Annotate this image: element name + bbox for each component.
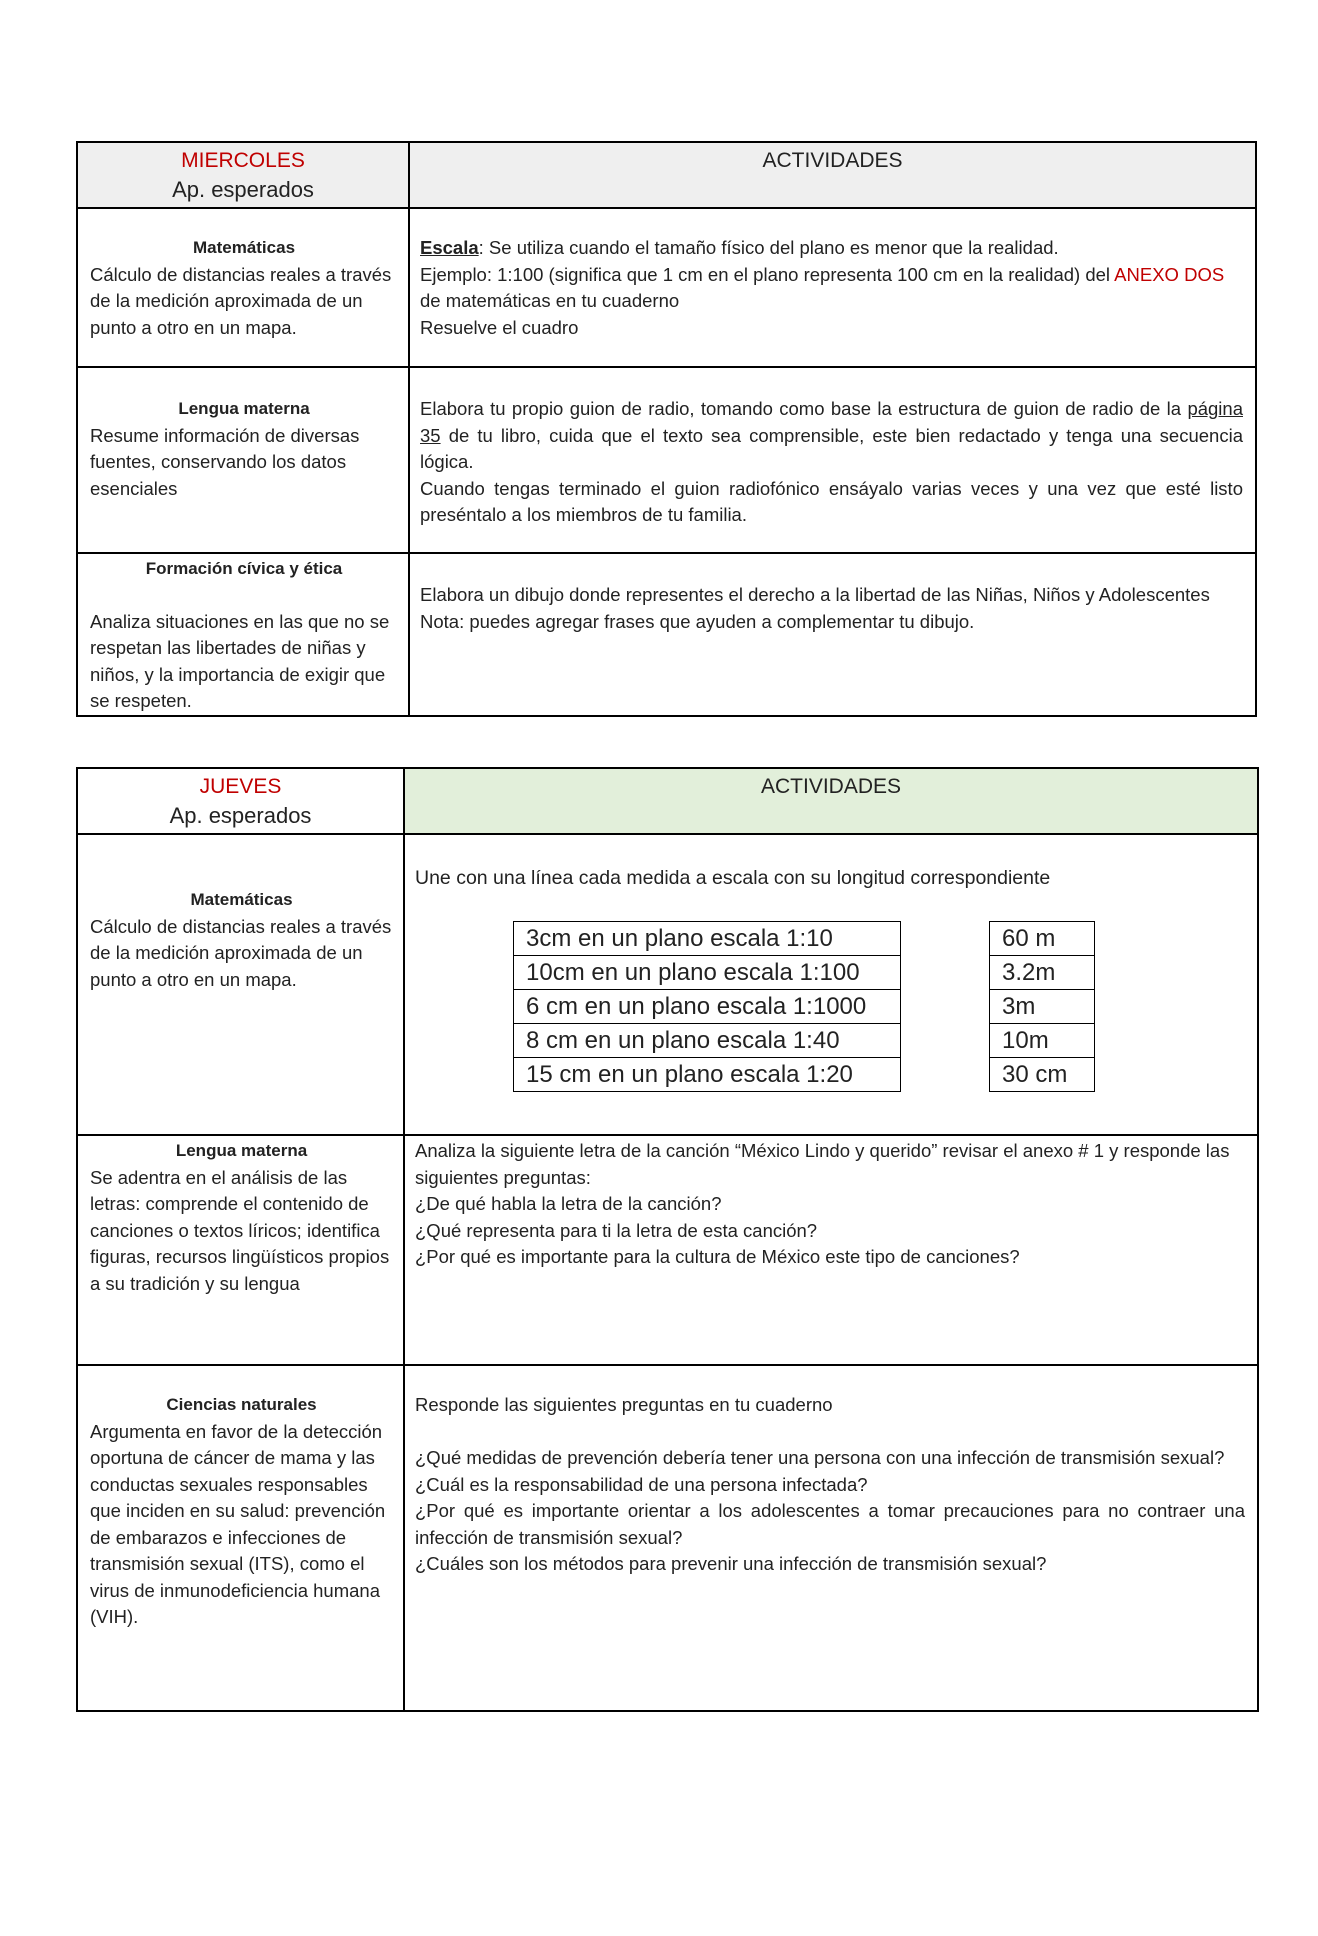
thursday-ciencias-subject: Ciencias naturales [166, 1395, 317, 1414]
thursday-row-lengua [77, 1135, 1258, 1365]
measure-row [514, 956, 901, 990]
thursday-row-ciencias [77, 1365, 1258, 1711]
length-cell: 3.2m [990, 956, 1095, 990]
thursday-math-expected-cell [77, 834, 404, 1135]
measure-cell: 6 cm en un plano escala 1:1000 [514, 990, 901, 1024]
measure-row [514, 990, 901, 1024]
wednesday-civica-subject: Formación cívica y ética [145, 559, 343, 578]
escala-term: Escala [420, 237, 479, 258]
thursday-ciencias-expected: Argumenta en favor de la detección oportuna de cáncer de mama y las conductas sexuales responsables que inciden en su salud: prevención de embarazos e infecciones de transmisión sexual (ITS), como el virus de inmunodeficiencia humana (VIH). [90, 1420, 386, 1627]
thursday-lengua-expected-cell [77, 1135, 404, 1365]
thursday-ciencias-expected-cell [77, 1365, 404, 1711]
thursday-lengua-expected: Se adentra en el análisis de las letras: comprende el contenido de canciones o textos líricos; identifica figuras, recursos lingüísticos propios a su tradición y su lengua [90, 1166, 390, 1294]
wednesday-math-expected: Cálculo de distancias reales a través de la medición aproximada de un punto a otro en un mapa. [90, 263, 392, 338]
measure-cell: 8 cm en un plano escala 1:40 [514, 1024, 901, 1058]
measure-cell: 3cm en un plano escala 1:10 [514, 922, 901, 956]
drawing-note: Nota: puedes agregar frases que ayuden a complementar tu dibujo. [420, 610, 975, 632]
length-row [990, 990, 1095, 1024]
ciencias-question: ¿Qué medidas de prevención debería tener una persona con una infección de transmisión sexual? [415, 1447, 1225, 1468]
escala-example-end: de matemáticas en tu cuaderno [420, 290, 680, 311]
wednesday-row-math [77, 208, 1256, 367]
wednesday-lengua-subject: Lengua materna [178, 399, 310, 418]
wednesday-math-subject: Matemáticas [192, 238, 296, 257]
measure-cell: 10cm en un plano escala 1:100 [514, 956, 901, 990]
measure-row [514, 1058, 901, 1092]
wednesday-ap-label: Ap. esperados [172, 177, 314, 202]
song-intro: Analiza la siguiente letra de la canción “México Lindo y querido” revisar el anexo # 1 y responde las siguientes preguntas: [415, 1140, 1230, 1188]
ciencias-question: ¿Cuáles son los métodos para prevenir una infección de transmisión sexual? [415, 1553, 1047, 1574]
thursday-activities-header: ACTIVIDADES [404, 768, 1258, 834]
lengths-table [989, 921, 1095, 1092]
length-cell: 10m [990, 1024, 1095, 1058]
measures-table [513, 921, 901, 1092]
radio-script-text-end: de tu libro, cuida que el texto sea comprensible, este bien redactado y tenga una secuencia lógica. [420, 424, 1243, 472]
wednesday-header-row [77, 142, 1256, 208]
thursday-table [76, 767, 1259, 1712]
measure-cell: 15 cm en un plano escala 1:20 [514, 1058, 901, 1092]
ciencias-question: ¿Por qué es importante orientar a los adolescentes a tomar precauciones para no contraer una infección de transmisión sexual? [415, 1500, 1245, 1548]
wednesday-activities-header: ACTIVIDADES [409, 142, 1256, 208]
wednesday-row-lengua [77, 367, 1256, 553]
escala-definition: : Se utiliza cuando el tamaño físico del plano es menor que la realidad. [478, 237, 1059, 258]
thursday-math-expected: Cálculo de distancias reales a través de la medición aproximada de un punto a otro en un mapa. [90, 915, 392, 990]
thursday-row-math [77, 834, 1258, 1135]
wednesday-table [76, 141, 1257, 717]
ciencias-intro: Responde las siguientes preguntas en tu cuaderno [415, 1394, 833, 1415]
wednesday-civica-expected-cell [77, 553, 409, 716]
anexo-dos-ref: ANEXO DOS [1114, 263, 1225, 285]
wednesday-row-civica [77, 553, 1256, 716]
ciencias-question: ¿Cuál es la responsabilidad de una persona infectada? [415, 1473, 868, 1495]
wednesday-civica-activity-cell [409, 553, 1256, 716]
thursday-ap-label: Ap. esperados [169, 803, 312, 828]
escala-example: Ejemplo: 1:100 (significa que 1 cm en el plano representa 100 cm en la realidad) del [420, 263, 1115, 285]
wednesday-math-activity-cell [409, 208, 1256, 367]
length-row [990, 1024, 1095, 1058]
length-row [990, 1058, 1095, 1092]
radio-rehearse-text: Cuando tengas terminado el guion radiofónico ensáyalo varias veces y una vez que esté listo preséntalo a los miembros de tu familia. [420, 477, 1243, 525]
page-ref: página 35 [420, 398, 1243, 446]
length-cell: 30 cm [990, 1058, 1095, 1092]
thursday-ciencias-activity-cell [404, 1365, 1258, 1711]
wednesday-lengua-expected: Resume información de diversas fuentes, conservando los datos esenciales [90, 424, 360, 499]
wednesday-lengua-expected-cell [77, 367, 409, 553]
length-cell: 3m [990, 990, 1095, 1024]
wednesday-header-left [77, 142, 409, 208]
wednesday-civica-expected: Analiza situaciones en las que no se respetan las libertades de niñas y niños, y la importancia de exigir que se respeten. [90, 610, 390, 711]
thursday-lengua-activity-cell [404, 1135, 1258, 1365]
thursday-math-activity-cell [404, 834, 1258, 1135]
length-row [990, 956, 1095, 990]
song-question: ¿Por qué es importante para la cultura de México este tipo de canciones? [415, 1246, 1020, 1267]
radio-script-text: Elabora tu propio guion de radio, tomando como base la estructura de guion de radio de la [420, 398, 1188, 419]
wednesday-math-expected-cell [77, 208, 409, 367]
length-row [990, 922, 1095, 956]
thursday-header-left [77, 768, 404, 834]
thursday-lengua-subject: Lengua materna [175, 1141, 308, 1160]
measure-row [514, 922, 901, 956]
measure-row [514, 1024, 901, 1058]
escala-resolve: Resuelve el cuadro [420, 316, 579, 338]
length-cell: 60 m [990, 922, 1095, 956]
song-question: ¿Qué representa para ti la letra de esta canción? [415, 1219, 818, 1241]
drawing-instruction: Elabora un dibujo donde representes el derecho a la libertad de las Niñas, Niños y Adolescentes [420, 584, 1210, 605]
thursday-math-subject: Matemáticas [190, 890, 293, 909]
song-question: ¿De qué habla la letra de la canción? [415, 1193, 722, 1214]
thursday-day-label: JUEVES [199, 775, 282, 798]
wednesday-day-label: MIERCOLES [181, 149, 305, 172]
matching-instruction: Une con una línea cada medida a escala con su longitud correspondiente [415, 867, 1051, 889]
wednesday-lengua-activity-cell [409, 367, 1256, 553]
thursday-header-row [77, 768, 1258, 834]
